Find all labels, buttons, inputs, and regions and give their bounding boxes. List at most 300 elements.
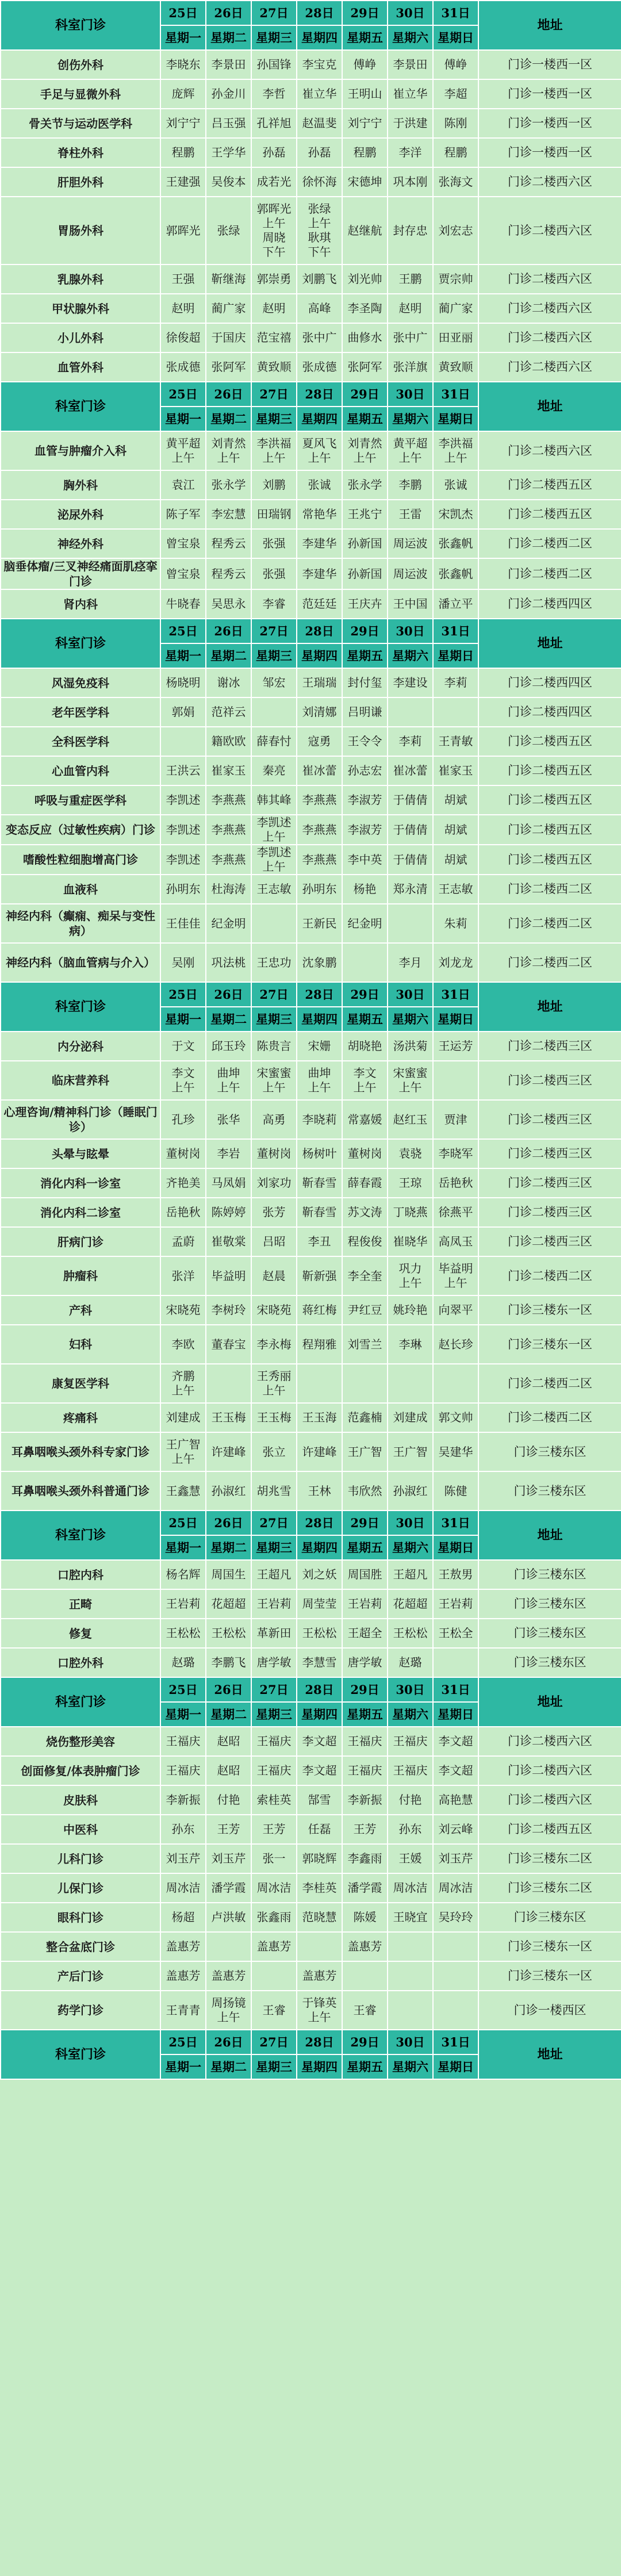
- doctor-cell: 王洪云: [160, 756, 206, 785]
- doctor-cell: 李燕燕: [297, 845, 342, 875]
- doctor-cell: 贾津: [433, 1100, 478, 1139]
- table-row: [1, 1403, 621, 1432]
- doctor-cell: [433, 1364, 478, 1403]
- doctor-cell: 王学华: [206, 138, 251, 167]
- dept-address: 门诊二楼西六区: [478, 294, 621, 323]
- header-weekday: 星期二: [206, 407, 251, 431]
- header-weekday: 星期五: [342, 2054, 388, 2079]
- dept-address: 门诊三楼东区: [478, 1903, 621, 1932]
- doctor-cell: 范鑫楠: [342, 1403, 388, 1432]
- doctor-cell: 盖惠芳: [160, 1932, 206, 1961]
- dept-name: 药学门诊: [1, 1991, 160, 2030]
- header-weekday: 星期二: [206, 25, 251, 50]
- doctor-cell: 李丑: [297, 1227, 342, 1256]
- header-date: 25日: [160, 1511, 206, 1535]
- header-weekday: 星期日: [433, 407, 478, 431]
- dept-name: 乳腺外科: [1, 264, 160, 294]
- header-weekday: 星期二: [206, 1702, 251, 1727]
- doctor-cell: 郭晖光 上午 周晓 下午: [251, 197, 297, 264]
- doctor-cell: 傅峥: [342, 50, 388, 79]
- dept-name: 整合盆底门诊: [1, 1932, 160, 1961]
- dept-name: 脊柱外科: [1, 138, 160, 167]
- doctor-cell: 于倩倩: [388, 815, 433, 845]
- doctor-cell: 周冰洁: [251, 1873, 297, 1903]
- doctor-cell: 张阿军: [206, 352, 251, 382]
- header-date: 29日: [342, 1511, 388, 1535]
- doctor-cell: 刘清娜: [297, 697, 342, 727]
- header-date: 25日: [160, 2030, 206, 2054]
- doctor-cell: 张诚: [433, 470, 478, 500]
- doctor-cell: 王睿: [251, 1991, 297, 2030]
- doctor-cell: 田瑞钢: [251, 500, 297, 529]
- table-row: [1, 904, 621, 943]
- doctor-cell: 王青敏: [433, 727, 478, 756]
- header-weekday: 星期一: [160, 25, 206, 50]
- table-row: [1, 1325, 621, 1364]
- header-addr-label: 地址: [478, 1, 621, 50]
- header-date: 31日: [433, 1511, 478, 1535]
- dept-address: 门诊二楼西二区: [478, 1403, 621, 1432]
- dept-address: 门诊二楼西六区: [478, 323, 621, 352]
- dept-address: 门诊一楼西一区: [478, 50, 621, 79]
- header-weekday: 星期五: [342, 1702, 388, 1727]
- header-date: 25日: [160, 982, 206, 1007]
- table-row: [1, 1061, 621, 1100]
- section-header-row-dates: [1, 982, 621, 1007]
- doctor-cell: 张鑫帆: [433, 558, 478, 589]
- doctor-cell: 花超超: [206, 1589, 251, 1619]
- doctor-cell: 李洪福 上午: [251, 431, 297, 470]
- doctor-cell: 李宝克: [297, 50, 342, 79]
- doctor-cell: 朱莉: [433, 904, 478, 943]
- table-row: [1, 943, 621, 982]
- doctor-cell: 李淑芳: [342, 785, 388, 815]
- table-row: [1, 875, 621, 904]
- doctor-cell: 李建华: [297, 529, 342, 558]
- dept-address: 门诊二楼西五区: [478, 785, 621, 815]
- table-row: [1, 1168, 621, 1198]
- table-row: [1, 138, 621, 167]
- doctor-cell: 成若光: [251, 167, 297, 197]
- header-weekday: 星期五: [342, 1535, 388, 1560]
- dept-name: 产后门诊: [1, 1961, 160, 1991]
- dept-address: 门诊二楼西二区: [478, 875, 621, 904]
- doctor-cell: 董树岗: [342, 1139, 388, 1168]
- doctor-cell: 张永学: [206, 470, 251, 500]
- doctor-cell: 刘宁宁: [342, 109, 388, 138]
- table-row: [1, 1227, 621, 1256]
- header-date: 28日: [297, 382, 342, 407]
- doctor-cell: 王媛: [388, 1844, 433, 1873]
- header-date: 27日: [251, 2030, 297, 2054]
- doctor-cell: 郭晓辉: [297, 1844, 342, 1873]
- doctor-cell: 夏风飞 上午: [297, 431, 342, 470]
- doctor-cell: 周运波: [388, 529, 433, 558]
- doctor-cell: 李文超: [433, 1727, 478, 1756]
- doctor-cell: 王雷: [388, 500, 433, 529]
- dept-name: 脑垂体瘤/三叉神经痛面肌痉挛门诊: [1, 558, 160, 589]
- doctor-cell: 赵继航: [342, 197, 388, 264]
- header-date: 26日: [206, 982, 251, 1007]
- doctor-cell: 索桂英: [251, 1785, 297, 1815]
- doctor-cell: 程秀云: [206, 558, 251, 589]
- doctor-cell: 程鹏: [160, 138, 206, 167]
- header-weekday: 星期三: [251, 25, 297, 50]
- header-date: 30日: [388, 1511, 433, 1535]
- doctor-cell: 薛春忖: [251, 727, 297, 756]
- doctor-cell: 李哲: [251, 79, 297, 109]
- doctor-cell: 王芳: [342, 1815, 388, 1844]
- header-date: 26日: [206, 382, 251, 407]
- header-addr-label: 地址: [478, 619, 621, 668]
- doctor-cell: 盖惠芳: [297, 1961, 342, 1991]
- header-date: 30日: [388, 2030, 433, 2054]
- doctor-cell: 李文 上午: [342, 1061, 388, 1100]
- doctor-cell: 杨超: [160, 1903, 206, 1932]
- doctor-cell: 袁骁: [388, 1139, 433, 1168]
- doctor-cell: 韩其峰: [251, 785, 297, 815]
- doctor-cell: 秦亮: [251, 756, 297, 785]
- doctor-cell: 宋蜜蜜 上午: [388, 1061, 433, 1100]
- doctor-cell: [297, 1932, 342, 1961]
- doctor-cell: 于锋英 上午: [297, 1991, 342, 2030]
- doctor-cell: 于洪建: [388, 109, 433, 138]
- dept-name: 肿瘤科: [1, 1256, 160, 1295]
- dept-address: 门诊二楼西三区: [478, 1061, 621, 1100]
- doctor-cell: 刘之妖: [297, 1560, 342, 1589]
- doctor-cell: 巩法桃: [206, 943, 251, 982]
- doctor-cell: 王岩莉: [160, 1589, 206, 1619]
- doctor-cell: 盖惠芳: [206, 1961, 251, 1991]
- doctor-cell: 周冰洁: [160, 1873, 206, 1903]
- header-addr-label: 地址: [478, 1677, 621, 1727]
- dept-name: 正畸: [1, 1589, 160, 1619]
- dept-address: 门诊二楼西五区: [478, 815, 621, 845]
- dept-address: 门诊二楼西三区: [478, 1168, 621, 1198]
- doctor-cell: 李淑芳: [342, 815, 388, 845]
- dept-name: 消化内科二诊室: [1, 1198, 160, 1227]
- doctor-cell: 李莉: [433, 668, 478, 697]
- doctor-cell: 薛春霞: [342, 1168, 388, 1198]
- doctor-cell: 靳继海: [206, 264, 251, 294]
- doctor-cell: 牛晓春: [160, 589, 206, 619]
- dept-name: 妇科: [1, 1325, 160, 1364]
- doctor-cell: [388, 1961, 433, 1991]
- doctor-cell: 刘宁宁: [160, 109, 206, 138]
- doctor-cell: 盖惠芳: [160, 1961, 206, 1991]
- dept-address: 门诊二楼西二区: [478, 1256, 621, 1295]
- doctor-cell: 刘鹏: [251, 470, 297, 500]
- header-date: 28日: [297, 1, 342, 25]
- header-weekday: 星期二: [206, 643, 251, 668]
- table-row: [1, 1815, 621, 1844]
- doctor-cell: 王敖男: [433, 1560, 478, 1589]
- doctor-cell: 刘雪兰: [342, 1325, 388, 1364]
- doctor-cell: 李晓东: [160, 50, 206, 79]
- table-row: [1, 167, 621, 197]
- doctor-cell: 孙明东: [297, 875, 342, 904]
- doctor-cell: 许建峰: [206, 1432, 251, 1471]
- dept-address: 门诊二楼西三区: [478, 1139, 621, 1168]
- doctor-cell: 孟蔚: [160, 1227, 206, 1256]
- header-weekday: 星期四: [297, 1007, 342, 1032]
- dept-address: 门诊一楼西一区: [478, 138, 621, 167]
- doctor-cell: 李鑫雨: [342, 1844, 388, 1873]
- doctor-cell: 唐学敏: [251, 1648, 297, 1677]
- dept-name: 胸外科: [1, 470, 160, 500]
- table-row: [1, 1844, 621, 1873]
- dept-name: 全科医学科: [1, 727, 160, 756]
- dept-name: 肝病门诊: [1, 1227, 160, 1256]
- table-row: [1, 785, 621, 815]
- header-weekday: 星期日: [433, 2054, 478, 2079]
- doctor-cell: 李新振: [160, 1785, 206, 1815]
- header-weekday: 星期一: [160, 1702, 206, 1727]
- doctor-cell: 周莹莹: [297, 1589, 342, 1619]
- header-weekday: 星期五: [342, 25, 388, 50]
- dept-name: 胃肠外科: [1, 197, 160, 264]
- doctor-cell: 常嘉媛: [342, 1100, 388, 1139]
- header-date: 26日: [206, 1677, 251, 1702]
- doctor-cell: 王建强: [160, 167, 206, 197]
- doctor-cell: 张华: [206, 1100, 251, 1139]
- doctor-cell: 李鹏: [388, 470, 433, 500]
- doctor-cell: 王松松: [206, 1619, 251, 1648]
- table-row: [1, 668, 621, 697]
- doctor-cell: 李全奎: [342, 1256, 388, 1295]
- doctor-cell: 王鑫慧: [160, 1471, 206, 1511]
- dept-address: 门诊二楼西四区: [478, 697, 621, 727]
- doctor-cell: 孙新国: [342, 558, 388, 589]
- header-weekday: 星期四: [297, 1535, 342, 1560]
- doctor-cell: 王福庆: [342, 1756, 388, 1785]
- doctor-cell: 刘玉芹: [433, 1844, 478, 1873]
- header-date: 29日: [342, 1677, 388, 1702]
- table-row: [1, 1560, 621, 1589]
- header-addr-label: 地址: [478, 982, 621, 1032]
- header-weekday: 星期六: [388, 407, 433, 431]
- table-row: [1, 697, 621, 727]
- schedule-body: [1, 1, 621, 2079]
- doctor-cell: 崔立华: [388, 79, 433, 109]
- header-weekday: 星期四: [297, 643, 342, 668]
- table-row: [1, 500, 621, 529]
- doctor-cell: 于倩倩: [388, 845, 433, 875]
- doctor-cell: 李桂英: [297, 1873, 342, 1903]
- doctor-cell: 袁江: [160, 470, 206, 500]
- doctor-cell: 王庆卉: [342, 589, 388, 619]
- header-weekday: 星期一: [160, 1007, 206, 1032]
- doctor-cell: 孙国锋: [251, 50, 297, 79]
- header-date: 28日: [297, 982, 342, 1007]
- doctor-cell: 张诚: [297, 470, 342, 500]
- doctor-cell: 孙淑红: [388, 1471, 433, 1511]
- header-weekday: 星期日: [433, 1535, 478, 1560]
- header-weekday: 星期四: [297, 407, 342, 431]
- doctor-cell: 付艳: [206, 1785, 251, 1815]
- doctor-cell: 李永梅: [251, 1325, 297, 1364]
- dept-address: 门诊三楼东区: [478, 1648, 621, 1677]
- dept-address: 门诊二楼西六区: [478, 264, 621, 294]
- table-row: [1, 756, 621, 785]
- doctor-cell: 黄平超 上午: [388, 431, 433, 470]
- header-date: 27日: [251, 1, 297, 25]
- table-row: [1, 323, 621, 352]
- doctor-cell: 于倩倩: [388, 785, 433, 815]
- dept-name: 皮肤科: [1, 1785, 160, 1815]
- doctor-cell: 靳新强: [297, 1256, 342, 1295]
- doctor-cell: 范晓慧: [297, 1903, 342, 1932]
- section-header-row-dates: [1, 619, 621, 643]
- doctor-cell: 李月: [388, 943, 433, 982]
- doctor-cell: 胡斌: [433, 845, 478, 875]
- header-weekday: 星期一: [160, 2054, 206, 2079]
- doctor-cell: 李超: [433, 79, 478, 109]
- header-date: 29日: [342, 982, 388, 1007]
- dept-address: 门诊二楼西二区: [478, 529, 621, 558]
- doctor-cell: [388, 904, 433, 943]
- header-date: 29日: [342, 1, 388, 25]
- table-row: [1, 1619, 621, 1648]
- dept-name: 耳鼻咽喉头颈外科专家门诊: [1, 1432, 160, 1471]
- doctor-cell: 范祥云: [206, 697, 251, 727]
- doctor-cell: 赵昭: [206, 1756, 251, 1785]
- doctor-cell: 王志敏: [251, 875, 297, 904]
- table-row: [1, 815, 621, 845]
- header-weekday: 星期三: [251, 407, 297, 431]
- dept-name: 血管外科: [1, 352, 160, 382]
- doctor-cell: 王福庆: [388, 1756, 433, 1785]
- header-dept-label: 科室门诊: [1, 619, 160, 668]
- doctor-cell: 张海文: [433, 167, 478, 197]
- doctor-cell: 孙东: [160, 1815, 206, 1844]
- dept-name: 耳鼻咽喉头颈外科普通门诊: [1, 1471, 160, 1511]
- doctor-cell: [342, 1961, 388, 1991]
- doctor-cell: 杨名辉: [160, 1560, 206, 1589]
- doctor-cell: 赵璐: [160, 1648, 206, 1677]
- header-weekday: 星期二: [206, 1535, 251, 1560]
- doctor-cell: 王福庆: [160, 1727, 206, 1756]
- doctor-cell: 陈健: [433, 1471, 478, 1511]
- table-row: [1, 294, 621, 323]
- doctor-cell: 李凯述 上午: [251, 845, 297, 875]
- doctor-cell: 于国庆: [206, 323, 251, 352]
- table-row: [1, 1648, 621, 1677]
- header-weekday: 星期四: [297, 25, 342, 50]
- header-weekday: 星期四: [297, 2054, 342, 2079]
- dept-name: 风湿免疫科: [1, 668, 160, 697]
- doctor-cell: 徐俊超: [160, 323, 206, 352]
- doctor-cell: 程秀云: [206, 529, 251, 558]
- doctor-cell: [433, 1932, 478, 1961]
- dept-address: 门诊二楼西二区: [478, 1364, 621, 1403]
- doctor-cell: 王鹏: [388, 264, 433, 294]
- doctor-cell: 姚玲艳: [388, 1295, 433, 1325]
- doctor-cell: 王福庆: [342, 1727, 388, 1756]
- doctor-cell: 王睿: [342, 1991, 388, 2030]
- doctor-cell: 齐艳美: [160, 1168, 206, 1198]
- header-date: 30日: [388, 619, 433, 643]
- dept-name: 甲状腺外科: [1, 294, 160, 323]
- doctor-cell: 李晓军: [433, 1139, 478, 1168]
- doctor-cell: 董春宝: [206, 1325, 251, 1364]
- doctor-cell: 李文超: [433, 1756, 478, 1785]
- header-dept-label: 科室门诊: [1, 982, 160, 1032]
- header-weekday: 星期日: [433, 25, 478, 50]
- dept-address: 门诊三楼东一区: [478, 1932, 621, 1961]
- doctor-cell: 赵明: [388, 294, 433, 323]
- dept-name: 骨关节与运动医学科: [1, 109, 160, 138]
- header-weekday: 星期六: [388, 643, 433, 668]
- dept-name: 康复医学科: [1, 1364, 160, 1403]
- doctor-cell: 程鹏: [433, 138, 478, 167]
- header-weekday: 星期三: [251, 1007, 297, 1032]
- doctor-cell: 毕益明 上午: [433, 1256, 478, 1295]
- doctor-cell: 程鹏: [342, 138, 388, 167]
- doctor-cell: 李燕燕: [206, 815, 251, 845]
- header-weekday: 星期五: [342, 643, 388, 668]
- doctor-cell: 傅峥: [433, 50, 478, 79]
- header-date: 31日: [433, 2030, 478, 2054]
- doctor-cell: 周运波: [388, 558, 433, 589]
- doctor-cell: 范宝禧: [251, 323, 297, 352]
- header-date: 31日: [433, 1, 478, 25]
- doctor-cell: 革新田: [251, 1619, 297, 1648]
- dept-address: 门诊二楼西六区: [478, 1756, 621, 1785]
- header-weekday: 星期日: [433, 643, 478, 668]
- doctor-cell: 宋姗: [297, 1032, 342, 1061]
- doctor-cell: 李岩: [206, 1139, 251, 1168]
- doctor-cell: 李洪福 上午: [433, 431, 478, 470]
- doctor-cell: 张绿 上午 耿琪 下午: [297, 197, 342, 264]
- doctor-cell: 李鹏飞: [206, 1648, 251, 1677]
- doctor-cell: 李凯述: [160, 785, 206, 815]
- doctor-cell: 刘建成: [388, 1403, 433, 1432]
- header-date: 30日: [388, 1677, 433, 1702]
- doctor-cell: 吴建华: [433, 1432, 478, 1471]
- doctor-cell: 赵昭: [206, 1727, 251, 1756]
- doctor-cell: 邹宏: [251, 668, 297, 697]
- doctor-cell: 宋晓苑: [251, 1295, 297, 1325]
- table-row: [1, 558, 621, 589]
- dept-address: 门诊二楼西三区: [478, 1227, 621, 1256]
- header-dept-label: 科室门诊: [1, 2030, 160, 2079]
- doctor-cell: 卢洪敏: [206, 1903, 251, 1932]
- doctor-cell: 刘玉芹: [206, 1844, 251, 1873]
- doctor-cell: 尹红豆: [342, 1295, 388, 1325]
- table-row: [1, 1756, 621, 1785]
- dept-address: 门诊三楼东二区: [478, 1844, 621, 1873]
- doctor-cell: 刘宏志: [433, 197, 478, 264]
- doctor-cell: 王青青: [160, 1991, 206, 2030]
- doctor-cell: 马凤娟: [206, 1168, 251, 1198]
- doctor-cell: 刘建成: [160, 1403, 206, 1432]
- header-date: 27日: [251, 619, 297, 643]
- doctor-cell: 封存忠: [388, 197, 433, 264]
- doctor-cell: 杨艳: [342, 875, 388, 904]
- doctor-cell: 董树岗: [160, 1139, 206, 1168]
- doctor-cell: 谢冰: [206, 668, 251, 697]
- dept-address: 门诊一楼西区: [478, 1991, 621, 2030]
- doctor-cell: 陈贵言: [251, 1032, 297, 1061]
- doctor-cell: 寇勇: [297, 727, 342, 756]
- doctor-cell: 李宏慧: [206, 500, 251, 529]
- doctor-cell: 王佳佳: [160, 904, 206, 943]
- doctor-cell: [297, 1364, 342, 1403]
- header-date: 27日: [251, 382, 297, 407]
- doctor-cell: 常艳华: [297, 500, 342, 529]
- table-row: [1, 1471, 621, 1511]
